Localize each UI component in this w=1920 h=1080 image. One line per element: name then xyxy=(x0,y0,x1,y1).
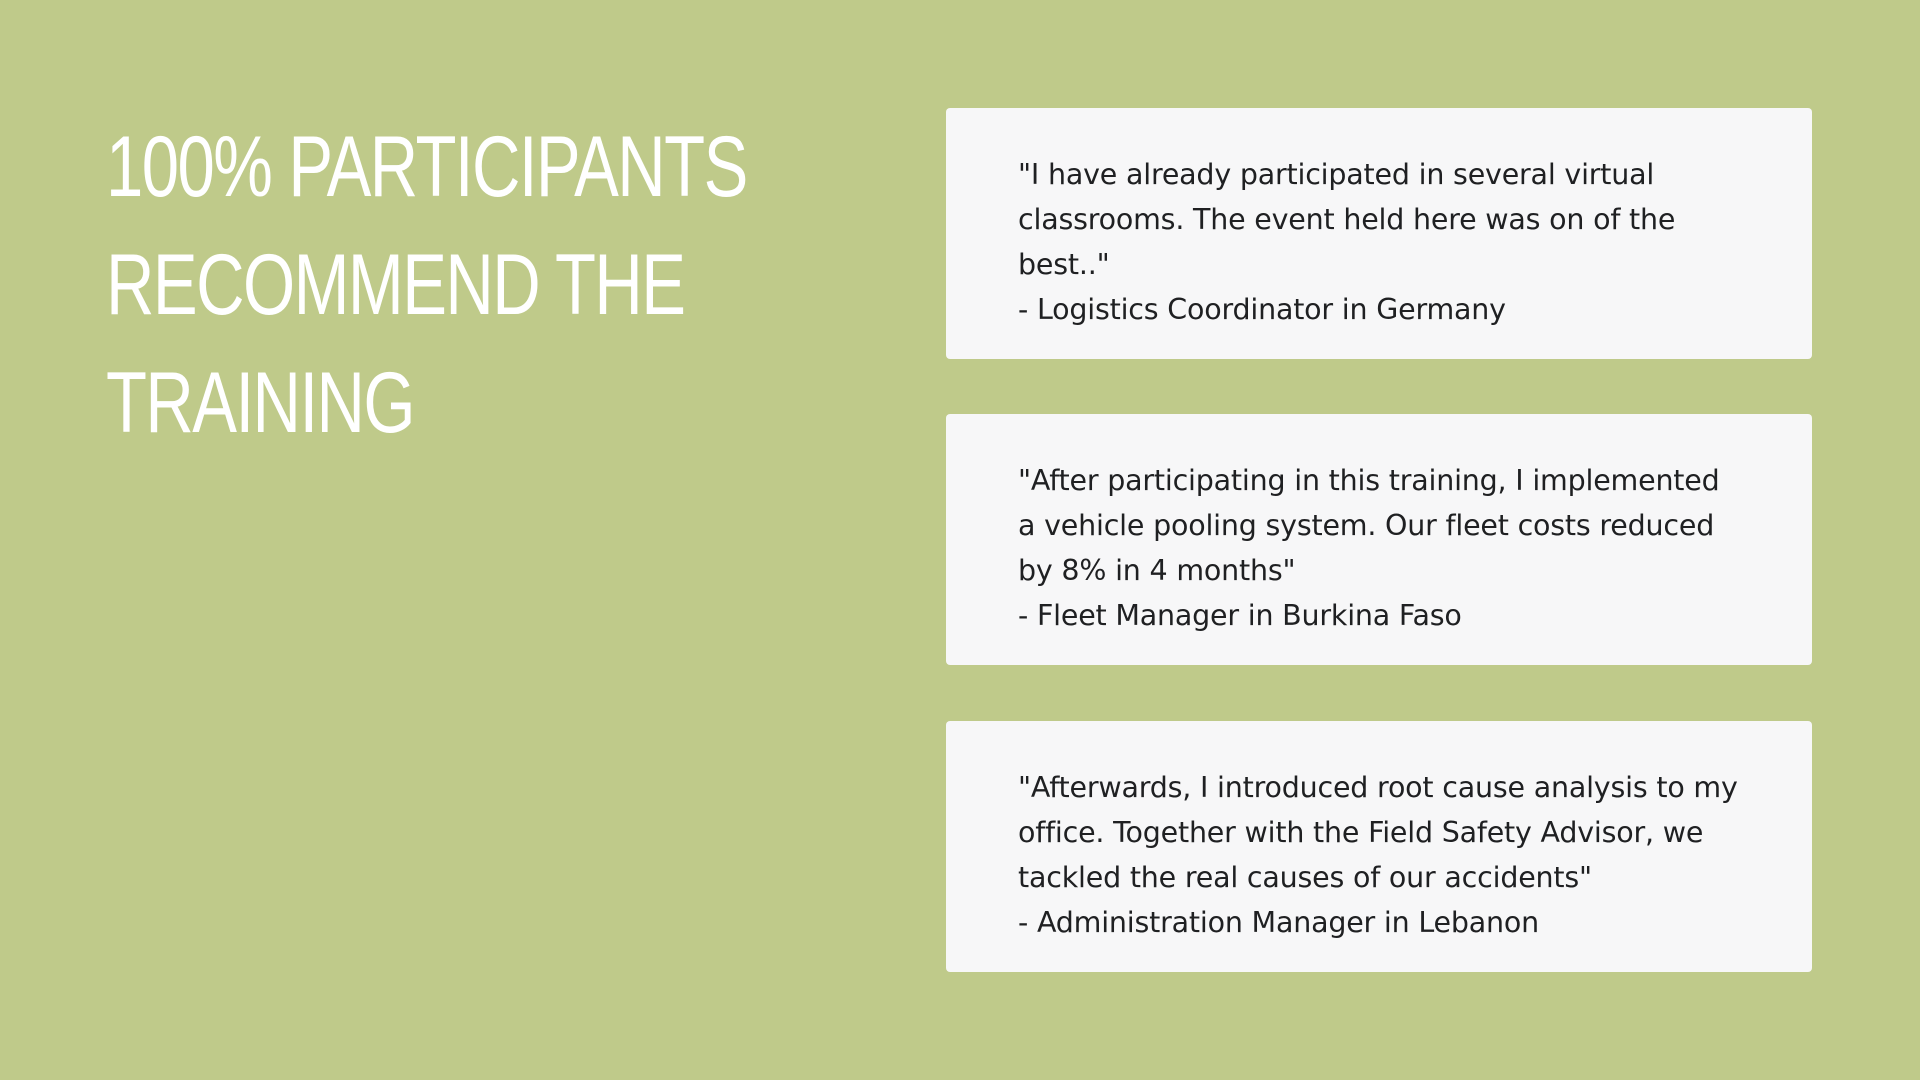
testimonial-quote: "Afterwards, I introduced root cause analysis to my office. Together with the Field Safety Advisor, we tackled the real causes of our accidents" xyxy=(1018,771,1738,894)
testimonial-card-3 xyxy=(946,721,1812,972)
page-title-line-2: RECOMMEND THE xyxy=(106,237,685,333)
page-title xyxy=(106,108,747,462)
testimonial-attribution: - Logistics Coordinator in Germany xyxy=(1018,293,1506,326)
testimonial-quote: "I have already participated in several virtual classrooms. The event held here was on of the best.." xyxy=(1018,158,1676,281)
testimonial-card-2 xyxy=(946,414,1812,665)
page-title-line-3: TRAINING xyxy=(106,355,415,451)
testimonial-attribution: - Administration Manager in Lebanon xyxy=(1018,906,1540,939)
testimonial-card-1 xyxy=(946,108,1812,359)
testimonial-quote: "After participating in this training, I implemented a vehicle pooling system. Our fleet costs reduced by 8% in 4 months" xyxy=(1018,464,1720,587)
testimonial-attribution: - Fleet Manager in Burkina Faso xyxy=(1018,599,1462,632)
page-title-line-1: 100% PARTICIPANTS xyxy=(106,119,747,215)
